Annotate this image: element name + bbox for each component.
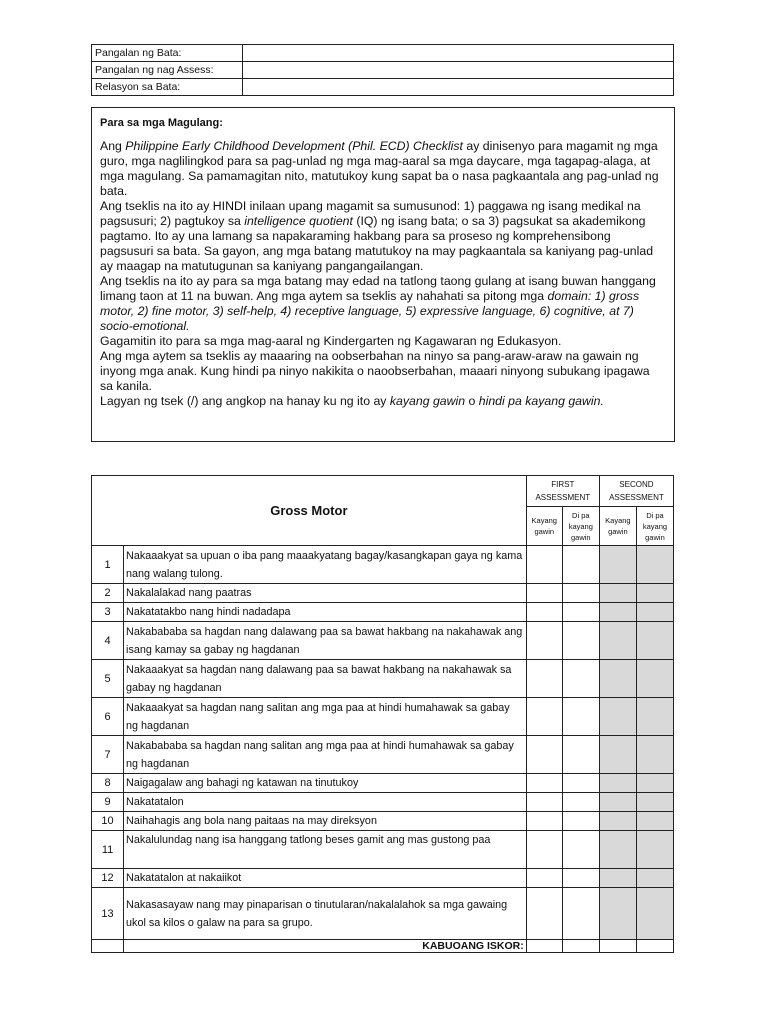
second-kayang-cell[interactable] bbox=[599, 622, 636, 660]
item-text: Nakatatalon at nakaiikot bbox=[124, 869, 527, 888]
second-hindi-cell[interactable] bbox=[636, 584, 673, 603]
item-number: 4 bbox=[92, 622, 124, 660]
first-kayang-cell[interactable] bbox=[526, 698, 562, 736]
paragraph-kindergarten: Gagamitin ito para sa mga mag-aaral ng Kindergarten ng Kagawaran ng Edukasyon. bbox=[100, 334, 562, 348]
first-hindi-cell[interactable] bbox=[562, 660, 599, 698]
second-hindi-cell[interactable] bbox=[636, 603, 673, 622]
first-kayang-cell[interactable] bbox=[526, 546, 562, 584]
second-hindi-cell[interactable] bbox=[636, 546, 673, 584]
first-hindi-cell[interactable] bbox=[562, 698, 599, 736]
second-kayang-cell[interactable] bbox=[599, 774, 636, 793]
assessor-name-field[interactable] bbox=[243, 62, 674, 79]
item-text: Nakabababa sa hagdan nang salitan ang mga paa at hindi humahawak sa gabay ng hagdanan bbox=[124, 736, 527, 774]
item-text: Naihahagis ang bola nang paitaas na may direksyon bbox=[124, 812, 527, 831]
item-number: 2 bbox=[92, 584, 124, 603]
checklist-row bbox=[92, 812, 674, 831]
item-number: 11 bbox=[92, 831, 124, 869]
item-text: Nakalulundag nang isa hanggang tatlong beses gamit ang mas gustong paa bbox=[124, 831, 527, 869]
item-number: 5 bbox=[92, 660, 124, 698]
first-hindi-cell[interactable] bbox=[562, 793, 599, 812]
checklist-row bbox=[92, 584, 674, 603]
second-kayang-cell[interactable] bbox=[599, 660, 636, 698]
first-kayang-cell[interactable] bbox=[526, 774, 562, 793]
total-first-kayang[interactable] bbox=[526, 940, 562, 953]
second-kayang-cell[interactable] bbox=[599, 869, 636, 888]
second-hindi-cell[interactable] bbox=[636, 698, 673, 736]
paragraph-age-domains bbox=[100, 274, 666, 334]
second-hindi-cell[interactable] bbox=[636, 736, 673, 774]
item-text: Nakaaakyat sa upuan o iba pang maaakyatang bagay/kasangkapan gaya ng kama nang walang tulong. bbox=[124, 546, 527, 584]
item-number: 1 bbox=[92, 546, 124, 584]
item-number: 13 bbox=[92, 888, 124, 940]
kayang-gawin-term: kayang gawin bbox=[389, 394, 466, 408]
first-hindi-cell[interactable] bbox=[562, 584, 599, 603]
first-hindi-cell[interactable] bbox=[562, 888, 599, 940]
text: Ang bbox=[100, 139, 126, 153]
first-assessment-header: FIRST ASSESSMENT bbox=[526, 476, 599, 507]
second-kayang-cell[interactable] bbox=[599, 831, 636, 869]
text: ay dinisenyo para magamit ng mga guro, mga naglilingkod para sa pag-unlad ng mga mag-aaral sa mga daycare, mga tagapag-alaga, at mga magulang. Sa pamamagitan nito, matutukoy kung sapat ba o nasa pagkaantala ang pag-unlad ng bata. bbox=[100, 139, 659, 198]
second-hindi-cell[interactable] bbox=[636, 812, 673, 831]
second-kayang-cell[interactable] bbox=[599, 812, 636, 831]
text: Lagyan ng tsek (/) ang angkop na hanay ku ng ito ay bbox=[100, 394, 390, 408]
second-kayang-cell[interactable] bbox=[599, 603, 636, 622]
hindi-pa-term: hindi pa kayang gawin. bbox=[478, 394, 604, 408]
first-hindi-cell[interactable] bbox=[562, 774, 599, 793]
second-kayang-gawin-header: Kayang gawin bbox=[599, 507, 636, 546]
first-hindi-cell[interactable] bbox=[562, 831, 599, 869]
item-text: Nakabababa sa hagdan nang dalawang paa sa bawat hakbang na nakahawak ang isang kamay sa gabay ng hagdanan bbox=[124, 622, 527, 660]
total-second-kayang[interactable] bbox=[599, 940, 636, 953]
checklist-row bbox=[92, 698, 674, 736]
checklist-row bbox=[92, 888, 674, 940]
checklist-row bbox=[92, 603, 674, 622]
item-text: Naigagalaw ang bahagi ng katawan na tinutukoy bbox=[124, 774, 527, 793]
second-hindi-cell[interactable] bbox=[636, 774, 673, 793]
item-text: Nakaaakyat sa hagdan nang salitan ang mga paa at hindi humahawak sa gabay ng hagdanan bbox=[124, 698, 527, 736]
checklist-row bbox=[92, 774, 674, 793]
item-text: Nakaaakyat sa hagdan nang dalawang paa sa bawat hakbang na nakahawak sa gabay ng hagdanan bbox=[124, 660, 527, 698]
child-name-label: Pangalan ng Bata: bbox=[92, 45, 243, 62]
second-hindi-cell[interactable] bbox=[636, 793, 673, 812]
info-row bbox=[92, 45, 674, 62]
total-row bbox=[92, 940, 674, 953]
item-number: 3 bbox=[92, 603, 124, 622]
first-kayang-cell[interactable] bbox=[526, 869, 562, 888]
info-row bbox=[92, 79, 674, 96]
second-hindi-cell[interactable] bbox=[636, 622, 673, 660]
item-number: 12 bbox=[92, 869, 124, 888]
total-first-hindi[interactable] bbox=[562, 940, 599, 953]
first-hindi-cell[interactable] bbox=[562, 736, 599, 774]
section-title: Gross Motor bbox=[92, 476, 527, 546]
text: (IQ) ng isang bata; o sa 3) pagsukat sa akademikong pagtamo. Ito ay una lamang sa napakaraming hakbang para sa proseso ng komprehensibong pagsusuri sa bata. Sa gayon, ang mga batang matutukoy na may pagkaantala sa kaniyang pag-unlad ay maagap na matutugunan sa kaniyang pangangailangan. bbox=[100, 214, 654, 273]
item-number: 8 bbox=[92, 774, 124, 793]
total-num-cell bbox=[92, 940, 124, 953]
paragraph-intro bbox=[100, 139, 666, 199]
paragraph-instruction bbox=[100, 394, 666, 409]
item-text: Nakasasayaw nang may pinaparisan o tinutularan/nakalalahok sa mga gawaing ukol sa kilos o galaw na para sa grupo. bbox=[124, 888, 527, 940]
parents-body bbox=[100, 139, 666, 409]
item-text: Nakatatakbo nang hindi nadadapa bbox=[124, 603, 527, 622]
item-number: 7 bbox=[92, 736, 124, 774]
item-number: 6 bbox=[92, 698, 124, 736]
item-text: Nakalalakad nang paatras bbox=[124, 584, 527, 603]
first-kayang-cell[interactable] bbox=[526, 584, 562, 603]
parents-title: Para sa mga Magulang: bbox=[100, 117, 223, 129]
paragraph-observe: Ang mga aytem sa tseklis ay maaaring na oobserbahan na ninyo sa pang-araw-araw na gawain ng inyong mga anak. Kung hindi pa ninyo nakikita o naoobserbahan, maaari ninyong subukang ipagawa sa kanila. bbox=[100, 349, 650, 393]
info-row bbox=[92, 62, 674, 79]
relationship-label: Relasyon sa Bata: bbox=[92, 79, 243, 96]
item-number: 10 bbox=[92, 812, 124, 831]
total-label: KABUOANG ISKOR: bbox=[124, 940, 527, 953]
second-hindi-cell[interactable] bbox=[636, 888, 673, 940]
gross-motor-table bbox=[91, 475, 674, 953]
first-hindi-cell[interactable] bbox=[562, 603, 599, 622]
total-second-hindi[interactable] bbox=[636, 940, 673, 953]
checklist-row bbox=[92, 546, 674, 584]
second-hindi-cell[interactable] bbox=[636, 660, 673, 698]
second-hindi-pa-header: Di pa kayang gawin bbox=[636, 507, 673, 546]
second-hindi-cell[interactable] bbox=[636, 831, 673, 869]
text: Ang tseklis na ito ay para sa mga batang may edad na tatlong taong gulang at isang buwan hanggang limang taon at 11 na buwan. Ang mga aytem sa tseklis ay nahahati sa pitong mga bbox=[100, 274, 656, 303]
gross-motor-items bbox=[92, 546, 674, 940]
checklist-row bbox=[92, 793, 674, 812]
first-kayang-cell[interactable] bbox=[526, 888, 562, 940]
first-hindi-cell[interactable] bbox=[562, 622, 599, 660]
second-assessment-header: SECOND ASSESSMENT bbox=[599, 476, 673, 507]
second-kayang-cell[interactable] bbox=[599, 546, 636, 584]
first-hindi-pa-header: Di pa kayang gawin bbox=[562, 507, 599, 546]
checklist-row bbox=[92, 622, 674, 660]
second-kayang-cell[interactable] bbox=[599, 584, 636, 603]
first-hindi-cell[interactable] bbox=[562, 546, 599, 584]
checklist-row bbox=[92, 831, 674, 869]
first-kayang-cell[interactable] bbox=[526, 603, 562, 622]
second-hindi-cell[interactable] bbox=[636, 869, 673, 888]
checklist-name: Philippine Early Childhood Development (Phil. ECD) Checklist bbox=[125, 139, 463, 153]
second-kayang-cell[interactable] bbox=[599, 698, 636, 736]
item-number: 9 bbox=[92, 793, 124, 812]
first-kayang-cell[interactable] bbox=[526, 793, 562, 812]
child-name-field[interactable] bbox=[243, 45, 674, 62]
domains-list: domain: 1) gross motor, 2) fine motor, 3) self-help, 4) receptive language, 5) expressive language, 6) cognitive, at 7) socio-emotional. bbox=[100, 289, 640, 333]
first-hindi-cell[interactable] bbox=[562, 869, 599, 888]
second-kayang-cell[interactable] bbox=[599, 736, 636, 774]
parents-instructions-box bbox=[91, 107, 675, 442]
assessor-name-label: Pangalan ng nag Assess: bbox=[92, 62, 243, 79]
checklist-row bbox=[92, 660, 674, 698]
first-kayang-gawin-header: Kayang gawin bbox=[526, 507, 562, 546]
first-kayang-cell[interactable] bbox=[526, 831, 562, 869]
first-kayang-cell[interactable] bbox=[526, 736, 562, 774]
first-hindi-cell[interactable] bbox=[562, 812, 599, 831]
text: Ang tseklis na ito ay HINDI inilaan upang magamit sa sumusunod: 1) paggawa ng isang medikal na pagsusuri; 2) pagtukoy sa bbox=[100, 199, 641, 228]
item-text: Nakatatalon bbox=[124, 793, 527, 812]
child-info-table bbox=[91, 44, 674, 96]
paragraph-not-intended bbox=[100, 199, 666, 274]
first-kayang-cell[interactable] bbox=[526, 660, 562, 698]
relationship-field[interactable] bbox=[243, 79, 674, 96]
second-kayang-cell[interactable] bbox=[599, 888, 636, 940]
second-kayang-cell[interactable] bbox=[599, 793, 636, 812]
iq-term: intelligence quotient bbox=[244, 214, 353, 228]
checklist-row bbox=[92, 736, 674, 774]
first-kayang-cell[interactable] bbox=[526, 622, 562, 660]
checklist-row bbox=[92, 869, 674, 888]
first-kayang-cell[interactable] bbox=[526, 812, 562, 831]
text: o bbox=[465, 394, 479, 408]
